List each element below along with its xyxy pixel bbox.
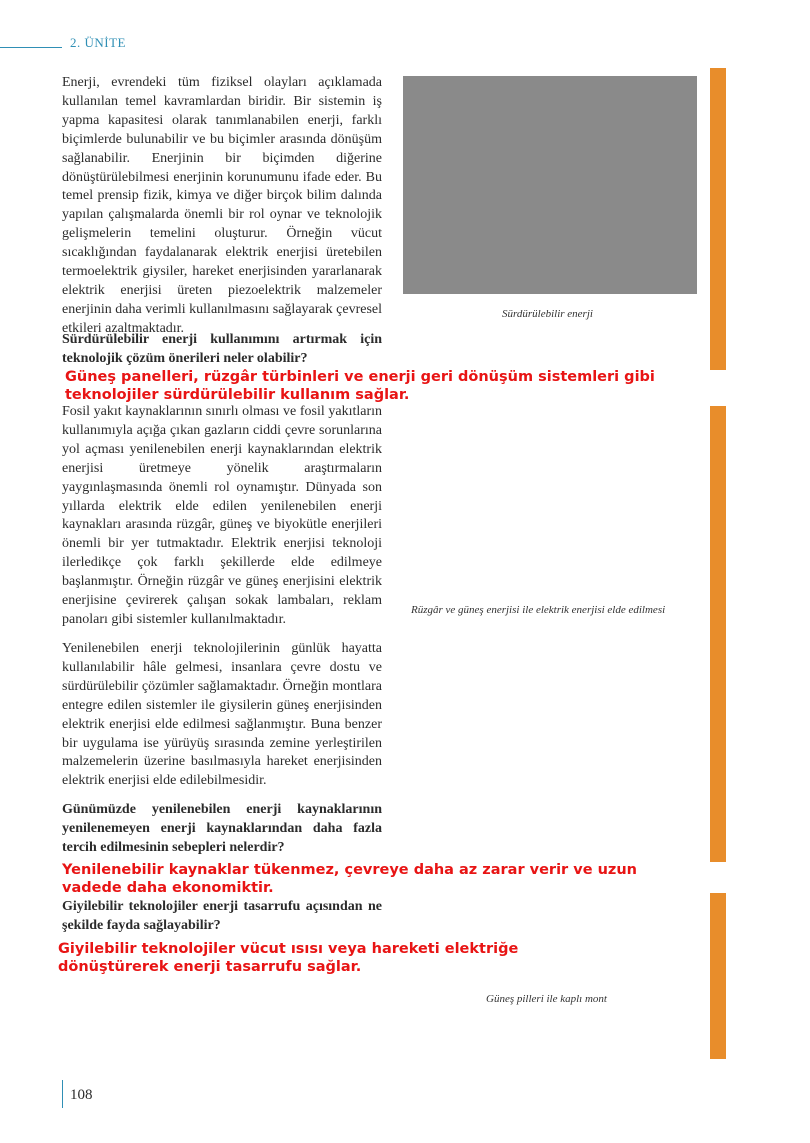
answer-3: Giyilebilir teknolojiler vücut ısısı veya hareketi elektriğe dönüştürerek enerji tasarrufu sağlar. <box>58 941 519 975</box>
answer-1: Güneş panelleri, rüzgâr türbinleri ve enerji geri dönüşüm sistemleri gibi teknolojiler sürdürülebilir kullanım sağlar. <box>65 369 655 403</box>
unit-label: 2. ÜNİTE <box>70 35 126 50</box>
footer-rule <box>62 1080 63 1108</box>
intro-paragraph: Enerji, evrendeki tüm fiziksel olayları açıklamada kullanılan temel kavramlardan biridir. Bir sistemin iş yapma kapasitesi olarak tanımlanabilen enerji, farklı biçimlerde bulunabilir ve bu biçimler arasında dönüşüm sağlanabilir. Enerjinin bir biçimden diğerine dönüştürülebilmesi enerjinin korunumunu ifade eder. Bu temel prensip fizik, kimya ve diğer birçok bilim dalında yapılan çalışmalarda önemli bir rol oynar ve teknolojik gelişmelerin temelini oluşturur. Örneğin vücut sıcaklığından faydalanarak elektrik enerjisi üretebilen termoelektrik giysiler, hareket enerjisinden yararlanarak elektrik enerjisi üreten piezoelektrik malzemeler enerjinin daha verimli kullanılmasını sağlayarak çevresel etkileri azaltmaktadır. <box>62 75 382 336</box>
sustainable-energy-image <box>403 76 697 294</box>
page-number: 108 <box>70 1087 93 1103</box>
question-3: Giyilebilir teknolojiler enerji tasarrufu açısından ne şekilde fayda sağlayabilir? <box>62 899 382 933</box>
caption-sustainable-energy: Sürdürülebilir enerji <box>502 308 593 320</box>
fossil-fuel-paragraph: Fosil yakıt kaynaklarının sınırlı olması ve fosil yakıtların kullanımıyla açığa çıkan gazların ciddi çevre sorunlarına yol açması yenilenebilen enerji kaynaklarından elektrik enerjisi üretmeye yönelik araştırmaların yaygınlaşmasında önemli rol oynamıştır. Dünyada son yıllarda elektrik elde edilen yenilenebilen enerji kaynakları arasında rüzgâr, güneş ve biyokütle enerjileri önemli bir yer tutmaktadır. Elektrik enerjisi teknoloji ilerledikçe çok farklı şekillerde elde edilmeye başlanmıştır. Örneğin rüzgâr ve güneş enerjisini elektrik enerjisine çevirerek çalışan sokak lambaları, reklam panoları gibi sistemler kullanılmaktadır. <box>62 404 382 627</box>
side-accent-bar <box>710 68 726 370</box>
header-rule <box>0 47 62 48</box>
question-1: Sürdürülebilir enerji kullanımını artırmak için teknolojik çözüm önerileri neler olabilir? <box>62 332 382 366</box>
question-2: Günümüzde yenilenebilen enerji kaynaklarının yenilenemeyen enerji kaynaklarından daha fazla tercih edilmesinin sebepleri nelerdir? <box>62 802 382 855</box>
answer-2: Yenilenebilir kaynaklar tükenmez, çevreye daha az zarar verir ve uzun vadede daha ekonomiktir. <box>62 862 637 896</box>
side-accent-bar <box>710 406 726 862</box>
caption-wind-solar: Rüzgâr ve güneş enerjisi ile elektrik enerjisi elde edilmesi <box>411 604 666 616</box>
side-accent-bar <box>710 893 726 1059</box>
renewable-tech-paragraph: Yenilenebilen enerji teknolojilerinin günlük hayatta kullanılabilir hâle gelmesi, insanlara çevre dostu ve sürdürülebilir çözümler sağlamaktadır. Örneğin montlara entegre edilen sistemler ile giysilerin güneş enerjisinden elektrik enerjisi elde edilmesi sağlanmıştır. Buna benzer bir uygulama ise yürüyüş sırasında zemine yerleştirilen malzemelerin üzerine basılmasıyla hareket enerjisinden elektrik enerjisi elde edilebilmesidir. <box>62 641 382 789</box>
caption-solar-jacket: Güneş pilleri ile kaplı mont <box>486 993 607 1005</box>
